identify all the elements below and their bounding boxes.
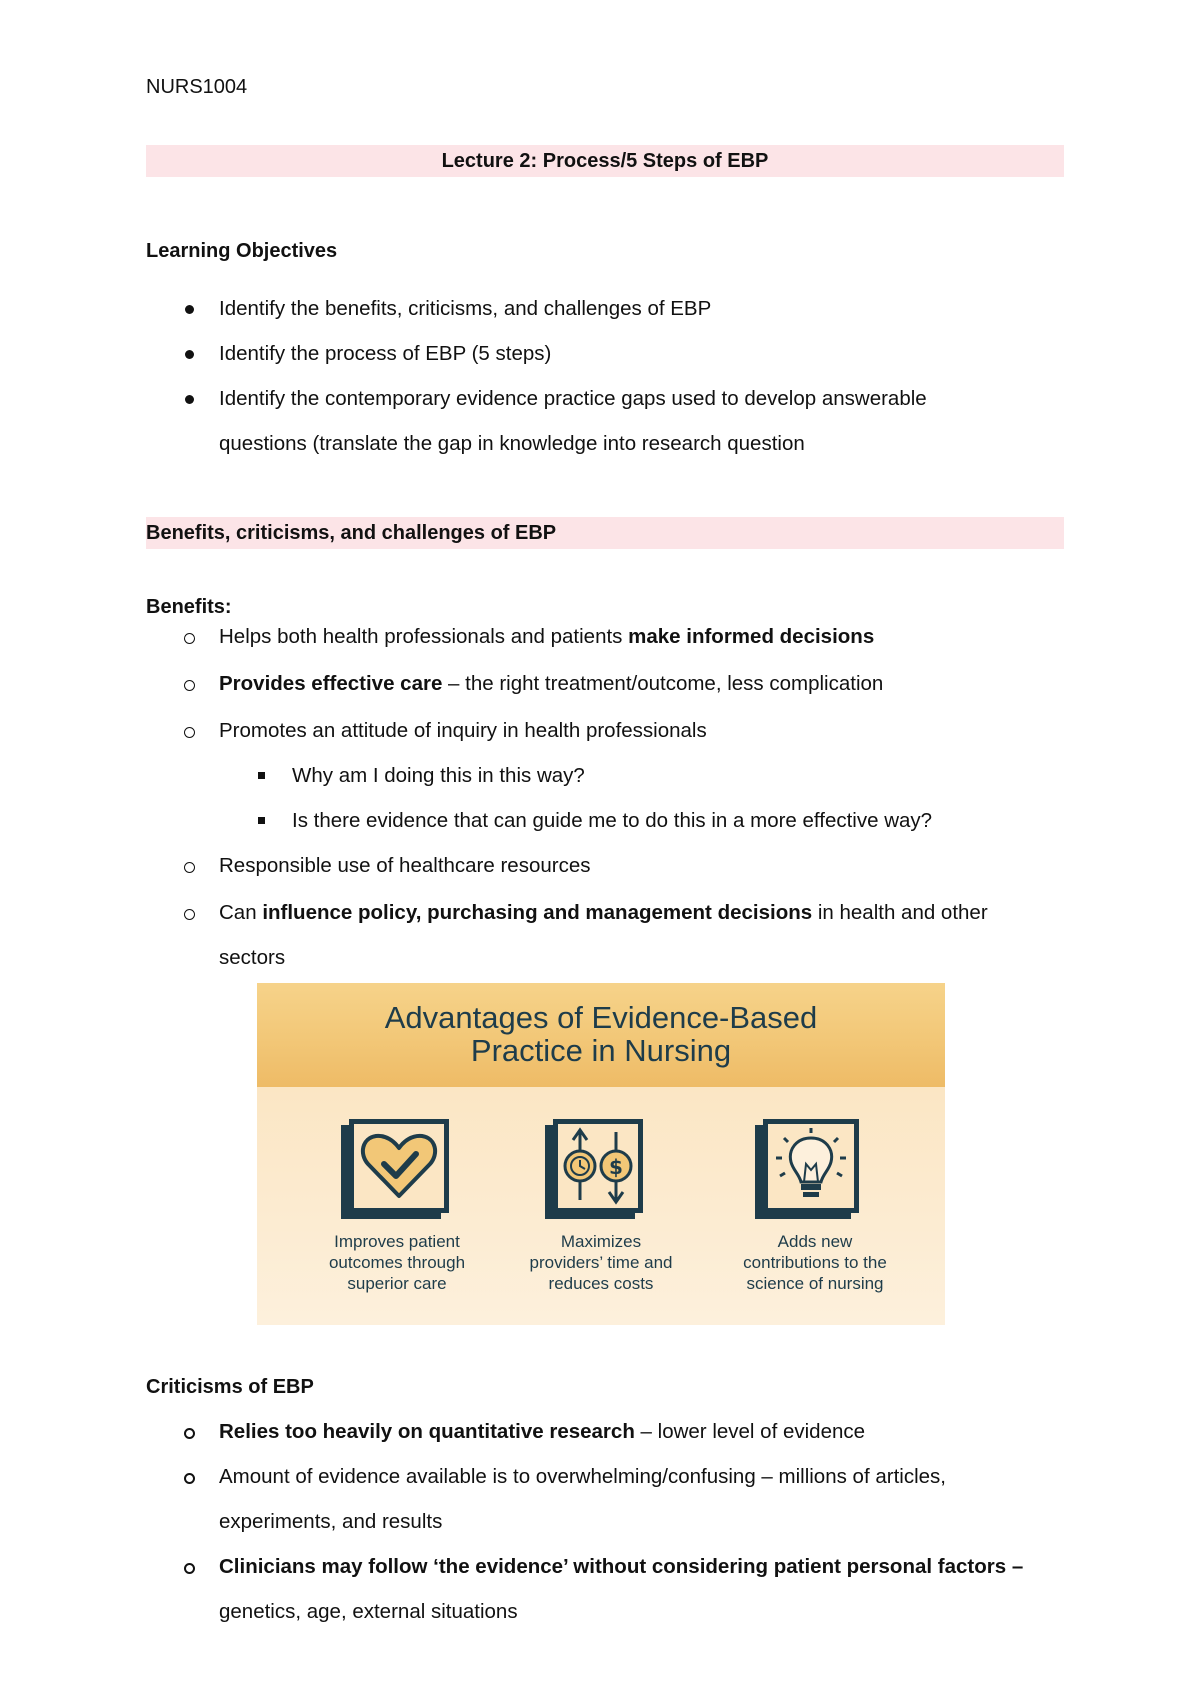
criticisms-heading: Criticisms of EBP bbox=[146, 1376, 314, 1398]
criticism-3-bold: Clinicians may follow ‘the evidence’ without considering patient personal factors – bbox=[219, 1555, 1024, 1578]
benefit-3-sub-2: Is there evidence that can guide me to do this in a more effective way? bbox=[292, 809, 933, 832]
card-caption-3 bbox=[725, 1231, 905, 1294]
ebp-advantages-infographic bbox=[257, 983, 945, 1325]
section-band-title: Benefits, criticisms, and challenges of EBP bbox=[146, 522, 557, 544]
caption-line: science of nursing bbox=[746, 1274, 884, 1293]
objective-1: Identify the benefits, criticisms, and challenges of EBP bbox=[219, 297, 712, 320]
objective-2: Identify the process of EBP (5 steps) bbox=[219, 342, 552, 365]
benefit-5-text: Can bbox=[219, 901, 263, 924]
infographic-title bbox=[257, 1001, 945, 1067]
bullet-icon bbox=[184, 633, 195, 644]
card-caption-2 bbox=[511, 1231, 691, 1294]
card-lightbulb bbox=[755, 1119, 865, 1219]
bullet-icon bbox=[185, 305, 194, 314]
benefit-2 bbox=[219, 672, 883, 696]
benefit-5 bbox=[219, 901, 988, 925]
card-face bbox=[763, 1119, 859, 1213]
infographic-title-line-1: Advantages of Evidence-Based bbox=[384, 1000, 818, 1035]
learning-objectives-heading: Learning Objectives bbox=[146, 240, 338, 262]
criticism-2: Amount of evidence available is to overwhelming/confusing – millions of articles, bbox=[219, 1465, 946, 1488]
benefit-1 bbox=[219, 625, 874, 649]
lecture-title: Lecture 2: Process/5 Steps of EBP bbox=[441, 150, 769, 172]
course-code: NURS1004 bbox=[146, 76, 248, 98]
benefit-4: Responsible use of healthcare resources bbox=[219, 854, 591, 877]
bullet-icon bbox=[184, 727, 195, 738]
heart-check-icon bbox=[354, 1124, 444, 1208]
criticism-1 bbox=[219, 1420, 865, 1444]
bullet-icon bbox=[184, 909, 195, 920]
bullet-icon bbox=[184, 862, 195, 873]
benefits-heading: Benefits: bbox=[146, 596, 232, 618]
card-time-cost bbox=[545, 1119, 645, 1219]
caption-line: Improves patient bbox=[334, 1232, 460, 1251]
caption-line: outcomes through bbox=[328, 1253, 466, 1272]
square-bullet-icon bbox=[258, 817, 265, 824]
card-face bbox=[553, 1119, 643, 1213]
bullet-icon bbox=[184, 1428, 195, 1439]
bullet-icon bbox=[184, 1563, 195, 1574]
card-caption-1 bbox=[307, 1231, 487, 1294]
benefit-5-text-end: in health and other bbox=[812, 901, 988, 924]
benefit-3-sub-1: Why am I doing this in this way? bbox=[292, 764, 585, 787]
bullet-icon bbox=[184, 680, 195, 691]
bullet-icon bbox=[184, 1473, 195, 1484]
objective-3: Identify the contemporary evidence practice gaps used to develop answerable bbox=[219, 387, 927, 410]
criticism-3-continued: genetics, age, external situations bbox=[219, 1600, 518, 1623]
benefit-1-bold: make informed decisions bbox=[628, 625, 875, 648]
criticism-1-text: – lower level of evidence bbox=[634, 1420, 866, 1443]
caption-line: reduces costs bbox=[548, 1274, 654, 1293]
criticism-3 bbox=[219, 1555, 1023, 1579]
caption-line: Maximizes bbox=[560, 1232, 642, 1251]
caption-line: providers’ time and bbox=[529, 1253, 673, 1272]
bullet-icon bbox=[185, 395, 194, 404]
caption-line: superior care bbox=[347, 1274, 447, 1293]
benefit-2-bold: Provides effective care bbox=[219, 672, 443, 695]
caption-line: contributions to the bbox=[743, 1253, 887, 1272]
benefit-5-continued: sectors bbox=[219, 946, 286, 969]
lightbulb-icon bbox=[768, 1124, 854, 1208]
benefit-1-text: Helps both health professionals and patients bbox=[219, 625, 629, 648]
criticism-2-continued: experiments, and results bbox=[219, 1510, 443, 1533]
svg-text:$: $ bbox=[609, 1155, 623, 1179]
benefit-5-bold: influence policy, purchasing and management decisions bbox=[262, 901, 813, 924]
card-face bbox=[349, 1119, 449, 1213]
card-heart bbox=[341, 1119, 451, 1219]
caption-line: Adds new bbox=[777, 1232, 853, 1251]
lecture-title-band bbox=[146, 145, 1064, 177]
objective-3-continued: questions (translate the gap in knowledge into research question bbox=[219, 432, 805, 455]
clock-dollar-arrows-icon bbox=[558, 1124, 638, 1208]
section-band-benefits bbox=[146, 517, 1064, 549]
benefit-3: Promotes an attitude of inquiry in health professionals bbox=[219, 719, 707, 742]
infographic-title-line-2: Practice in Nursing bbox=[470, 1033, 732, 1068]
bullet-icon bbox=[185, 350, 194, 359]
square-bullet-icon bbox=[258, 772, 265, 779]
criticism-1-bold: Relies too heavily on quantitative research bbox=[219, 1420, 635, 1443]
benefit-2-text: – the right treatment/outcome, less complication bbox=[442, 672, 884, 695]
